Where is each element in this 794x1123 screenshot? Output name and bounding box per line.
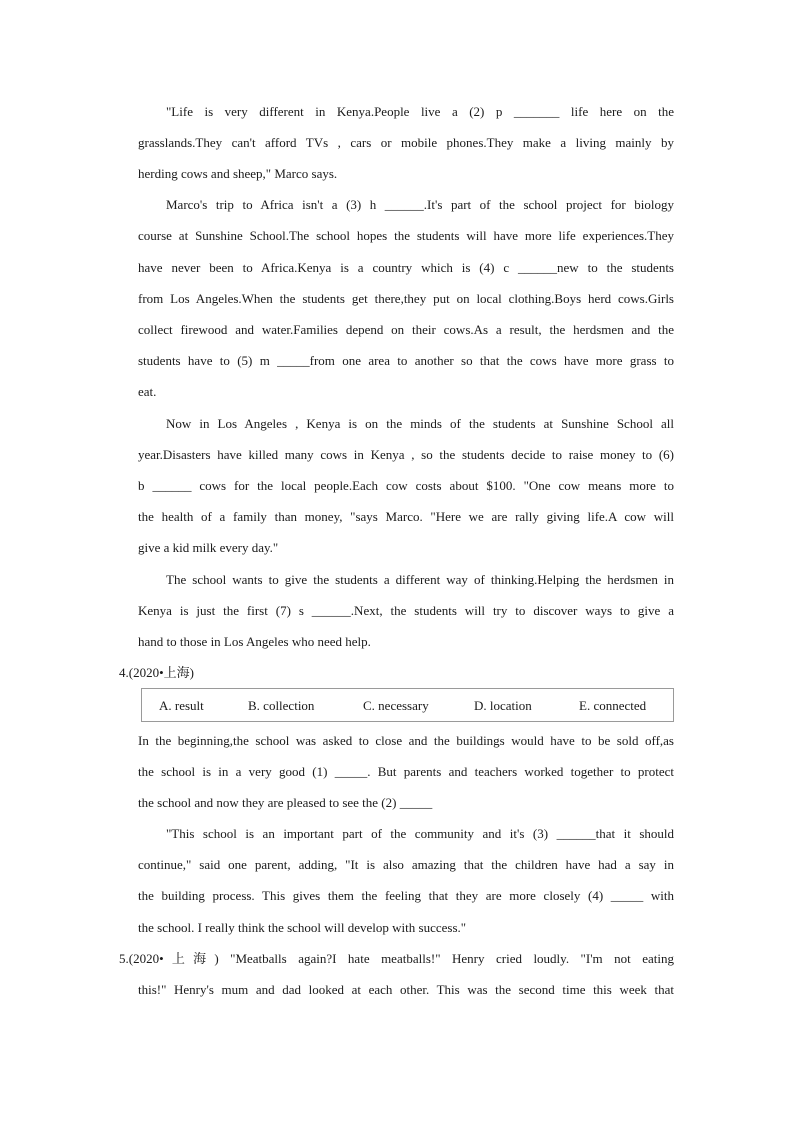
question4-line: the school. I really think the school will develop with success.": [138, 920, 467, 935]
passage3-line: year.Disasters have killed many cows in Kenya , so the students decide to raise money to (6): [138, 447, 674, 462]
passage3-line: grasslands.They can't afford TVs , cars or mobile phones.They make a living mainly by: [138, 135, 674, 150]
passage3-line: b ______ cows for the local people.Each cow costs about $100. "One cow means more to: [138, 478, 674, 493]
passage3-line: Kenya is just the first (7) s ______.Next, the students will try to discover ways to give a: [138, 603, 674, 618]
passage3-line: give a kid milk every day.": [138, 540, 279, 555]
question5-line: 5.(2020•上海) "Meatballs again?I hate meatballs!" Henry cried loudly. "I'm not eating: [119, 951, 674, 966]
passage3-line: Marco's trip to Africa isn't a (3) h ______.It's part of the school project for biology: [166, 197, 674, 212]
question4-line: the school and now they are pleased to see the (2) _____: [138, 795, 433, 810]
passage3-line: "Life is very different in Kenya.People live a (2) p _______ life here on the: [166, 104, 674, 119]
question4-header: 4.(2020•上海): [119, 665, 194, 680]
passage3-line: Now in Los Angeles , Kenya is on the minds of the students at Sunshine School all: [166, 416, 674, 431]
passage3-line: course at Sunshine School.The school hopes the students will have more life experiences.They: [138, 228, 674, 243]
question4-line: "This school is an important part of the community and it's (3) ______that it should: [166, 826, 674, 841]
options-box: [141, 688, 674, 722]
passage3-line: from Los Angeles.When the students get there,they put on local clothing.Boys herd cows.Girls: [138, 291, 674, 306]
option-e: E. connected: [579, 698, 647, 713]
question4-line: the school is in a very good (1) _____. But parents and teachers worked together to protect: [138, 764, 674, 779]
option-a: A. result: [159, 698, 204, 713]
question4-line: the building process. This gives them the feeling that they are more closely (4) _____ with: [138, 888, 674, 903]
passage3-line: eat.: [138, 384, 157, 399]
passage3-line: students have to (5) m _____from one area to another so that the cows have more grass to: [138, 353, 674, 368]
passage3-line: collect firewood and water.Families depend on their cows.As a result, the herdsmen and the: [138, 322, 674, 337]
option-c: C. necessary: [363, 698, 429, 713]
question4-line: In the beginning,the school was asked to close and the buildings would have to be sold off,as: [138, 733, 674, 748]
question5-line: this!" Henry's mum and dad looked at each other. This was the second time this week that: [138, 982, 674, 997]
question4-line: continue," said one parent, adding, "It is also amazing that the children have had a say in: [138, 857, 674, 872]
passage3-line: The school wants to give the students a different way of thinking.Helping the herdsmen in: [166, 572, 674, 587]
passage3-line: hand to those in Los Angeles who need help.: [138, 634, 371, 649]
passage3-line: the health of a family than money, "says Marco. "Here we are rally giving life.A cow will: [138, 509, 674, 524]
passage3-line: herding cows and sheep," Marco says.: [138, 166, 338, 181]
option-b: B. collection: [248, 698, 315, 713]
passage3-line: have never been to Africa.Kenya is a country which is (4) c ______new to the students: [138, 260, 674, 275]
option-d: D. location: [474, 698, 532, 713]
